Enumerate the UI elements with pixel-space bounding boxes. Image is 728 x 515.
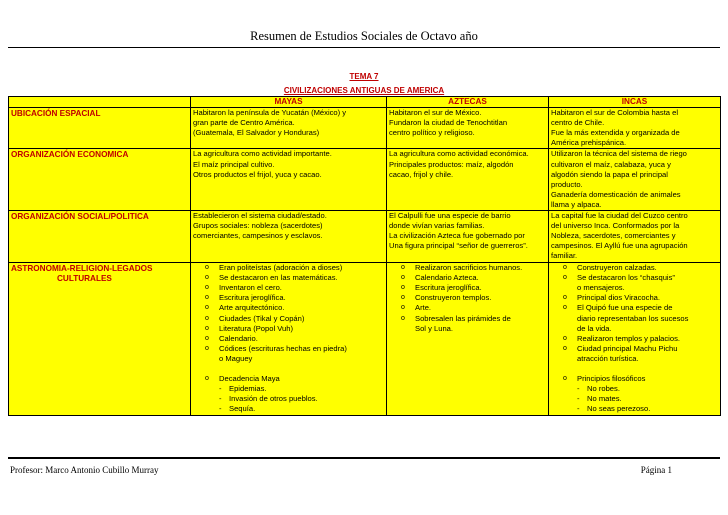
cell-mayas-ubicacion xyxy=(191,108,387,149)
cell-aztecas-cultura xyxy=(387,263,549,416)
cell-line: cacao, frijol y chile. xyxy=(389,169,454,179)
row-label-line: CULTURALES xyxy=(57,274,112,284)
cell-mayas-social xyxy=(191,211,387,263)
list-item: o Ciudades (Tikal y Copán) xyxy=(193,314,384,324)
cell-line: Ganadería domesticación de animales xyxy=(551,189,681,199)
list-item: o Ciudad principal Machu Pichu xyxy=(551,344,718,354)
row-label-cultura xyxy=(9,263,191,416)
list-item: o Realizaron sacrificios humanos. xyxy=(389,263,546,273)
list-item: o Literatura (Popol Vuh) xyxy=(193,324,384,334)
list-item: o Principios filosóficos xyxy=(551,374,718,384)
list-item: o Principal dios Viracocha. xyxy=(551,293,718,303)
table-row xyxy=(9,211,721,263)
list-item: o Arte arquitectónico. xyxy=(193,303,384,313)
cell-line: La capital fue la ciudad del Cuzco centro xyxy=(551,211,688,221)
list-item-continuation: atracción turística. xyxy=(577,353,639,363)
list-item: o Escritura jeroglífica. xyxy=(193,293,384,303)
header-cell-empty xyxy=(9,97,191,108)
incas-legacy-list xyxy=(551,263,718,414)
sub-list-item: - No seas perezoso. xyxy=(551,404,718,414)
cell-line: comerciantes, campesinos y esclavos. xyxy=(193,231,323,241)
list-item-continuation: de la vida. xyxy=(577,323,612,333)
list-item: o Decadencia Maya xyxy=(193,374,384,384)
list-item-continuation: Sol y Luna. xyxy=(415,323,453,333)
mayas-legacy-list xyxy=(193,263,384,414)
table-row xyxy=(9,263,721,416)
cell-aztecas-ubicacion xyxy=(387,108,549,149)
list-item: o Se destacaron los “chasquis” xyxy=(551,273,718,283)
row-label-social: ORGANIZACIÓN SOCIAL/POLITICA xyxy=(9,211,191,263)
sub-list-item: - Sequía. xyxy=(193,404,384,414)
section-title: CIVILIZACIONES ANTIGUAS DE AMERICA xyxy=(283,86,445,95)
header-cell-aztecas: AZTECAS xyxy=(387,97,549,108)
cell-line: del universo Inca. Conformados por la xyxy=(551,221,680,231)
list-item-continuation: o mensajeros. xyxy=(577,283,625,293)
cell-incas-social xyxy=(549,211,721,263)
cell-line: Fundaron la ciudad de Tenochtitlan xyxy=(389,118,508,128)
header-cell-mayas: MAYAS xyxy=(191,97,387,108)
list-item: o Eran politeístas (adoración a dioses) xyxy=(193,263,384,273)
list-item-continuation: diario representaban los sucesos xyxy=(577,313,689,323)
cell-line: Nobleza, sacerdotes, comerciantes y xyxy=(551,231,676,241)
list-item: o Realizaron templos y palacios. xyxy=(551,334,718,344)
cell-line: Establecieron el sistema ciudad/estado. xyxy=(193,211,327,221)
tema-heading: TEMA 7 xyxy=(349,72,379,81)
cell-line: centro de Chile. xyxy=(551,118,605,128)
cell-line: La civilización Azteca fue gobernado por xyxy=(389,231,525,241)
list-item: o Construyeron templos. xyxy=(389,293,546,303)
cell-line: gran parte de Centro América. xyxy=(193,118,295,128)
cell-line: El maíz principal cultivo. xyxy=(193,159,275,169)
table-header-row xyxy=(9,97,721,108)
table-row xyxy=(9,149,721,211)
cell-incas-cultura xyxy=(549,263,721,416)
list-item-continuation: o Maguey xyxy=(219,353,253,363)
sub-list-item: - No robes. xyxy=(551,384,718,394)
cell-mayas-economica xyxy=(191,149,387,211)
cell-line: cultivaron el maíz, calabaza, yuca y xyxy=(551,159,671,169)
list-item: o Inventaron el cero. xyxy=(193,283,384,293)
cell-line: Grupos sociales: nobleza (sacerdotes) xyxy=(193,221,323,231)
footer-divider xyxy=(8,457,720,459)
cell-incas-economica xyxy=(549,149,721,211)
cell-aztecas-social xyxy=(387,211,549,263)
cell-line: donde vivían varias familias. xyxy=(389,221,485,231)
cell-line: El Calpulli fue una especie de barrio xyxy=(389,211,511,221)
cell-line: algodón siendo la papa el principal xyxy=(551,169,668,179)
header-cell-incas: INCAS xyxy=(549,97,721,108)
footer-page-number: Página 1 xyxy=(640,465,672,475)
row-label-line: ASTRONOMIA-RELIGION-LEGADOS xyxy=(11,264,153,274)
table-row xyxy=(9,108,721,149)
row-label-ubicacion: UBICACIÓN ESPACIAL xyxy=(9,108,191,149)
list-item: o El Quipó fue una especie de xyxy=(551,303,718,313)
sub-list-item: - No mates. xyxy=(551,394,718,404)
list-item: o Calendario. xyxy=(193,334,384,344)
aztecas-legacy-list xyxy=(389,263,546,334)
cell-mayas-cultura xyxy=(191,263,387,416)
document-header-title: Resumen de Estudios Sociales de Octavo año xyxy=(250,29,478,43)
cell-line: (Guatemala, El Salvador y Honduras) xyxy=(193,128,320,138)
cell-line: Fue la más extendida y organizada de xyxy=(551,128,680,138)
cell-line: Otros productos el frijol, yuca y cacao. xyxy=(193,169,322,179)
cell-line: Principales productos: maíz, algodón xyxy=(389,159,514,169)
cell-line: Habitaron el sur de Colombia hasta el xyxy=(551,108,679,118)
list-item: o Escritura jeroglífica. xyxy=(389,283,546,293)
sub-list-item: - Epidemias. xyxy=(193,384,384,394)
list-item: o Sobresalen las pirámides de xyxy=(389,314,546,324)
list-item: o Calendario Azteca. xyxy=(389,273,546,283)
cell-line: llama y alpaca. xyxy=(551,199,602,209)
footer-author: Profesor: Marco Antonio Cubillo Murray xyxy=(10,465,159,475)
cell-line: Una figura principal “señor de guerreros”. xyxy=(389,241,528,251)
cell-line: Habitaron el sur de México. xyxy=(389,108,482,118)
cell-line: producto. xyxy=(551,179,583,189)
cell-line: La agricultura como actividad económica. xyxy=(389,149,529,159)
list-item: o Construyeron calzadas. xyxy=(551,263,718,273)
list-item: o Códices (escrituras hechas en piedra) xyxy=(193,344,384,354)
cell-aztecas-economica xyxy=(387,149,549,211)
cell-line: centro político y religioso. xyxy=(389,128,475,138)
row-label-economica: ORGANIZACIÓN ECONOMICA xyxy=(9,149,191,211)
civilizations-table xyxy=(8,96,721,416)
cell-line: América prehispánica. xyxy=(551,138,627,148)
header-divider xyxy=(8,47,720,48)
list-spacer xyxy=(551,364,718,374)
cell-line: campesinos. El Ayllú fue una agrupación xyxy=(551,241,688,251)
cell-line: Utilizaron la técnica del sistema de riego xyxy=(551,149,687,159)
cell-line: familiar. xyxy=(551,251,578,261)
list-item: o Arte. xyxy=(389,303,546,313)
list-spacer xyxy=(193,364,384,374)
cell-line: Habitaron la península de Yucatán (México) y xyxy=(193,108,347,118)
cell-line: La agricultura como actividad importante. xyxy=(193,149,332,159)
sub-list-item: - Invasión de otros pueblos. xyxy=(193,394,384,404)
cell-incas-ubicacion xyxy=(549,108,721,149)
list-item: o Se destacaron en las matemáticas. xyxy=(193,273,384,283)
